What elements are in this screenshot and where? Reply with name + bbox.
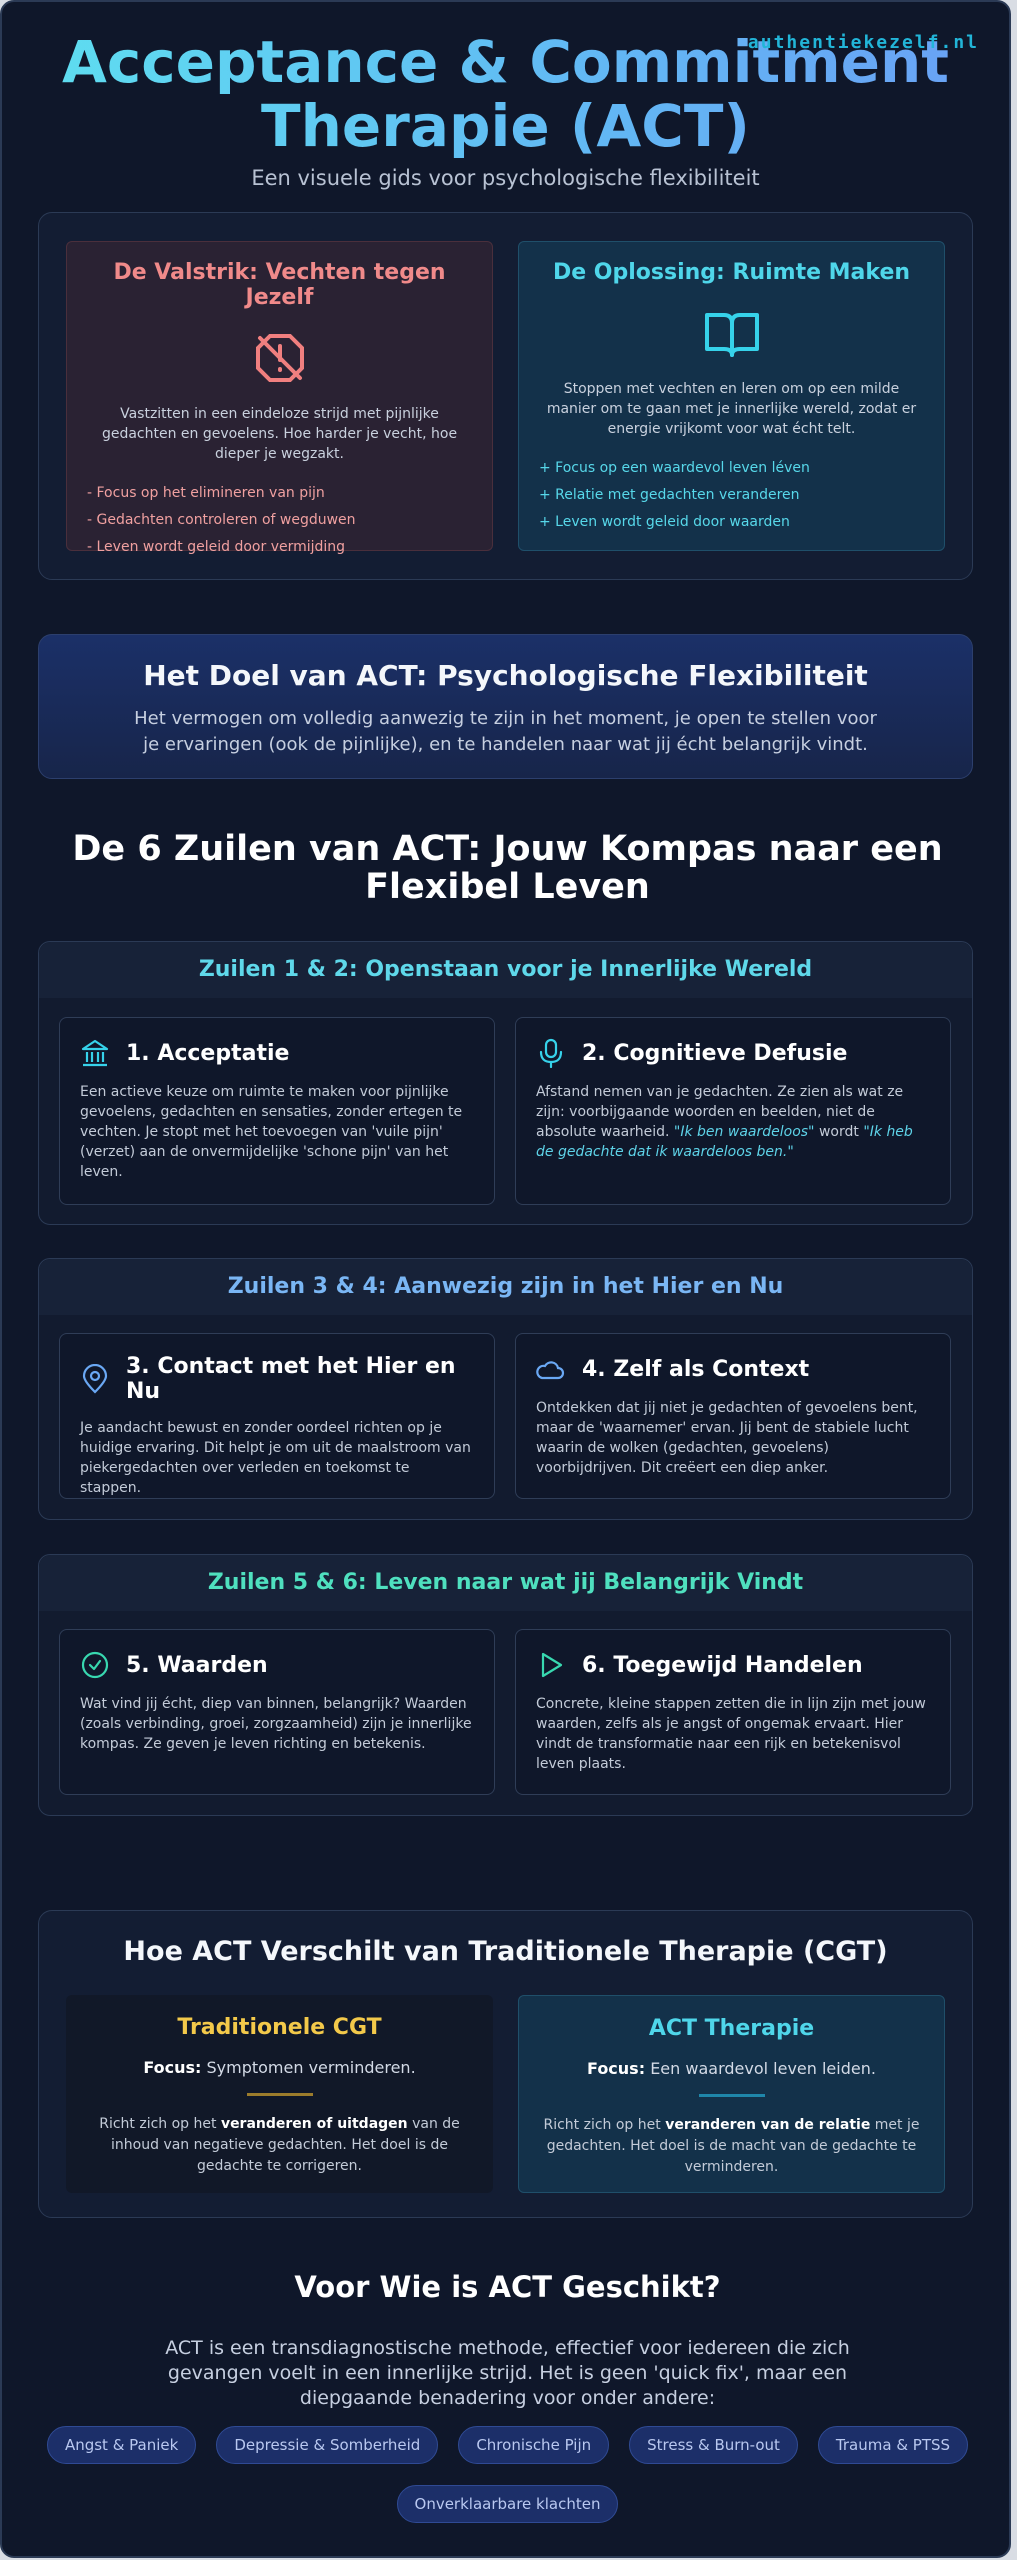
difference-title: Hoe ACT Verschilt van Traditionele Therapie (CGT) (123, 1936, 888, 1967)
pillar-group-2 (38, 1258, 973, 1520)
trap-list (87, 480, 472, 561)
alert-off-icon (250, 328, 310, 388)
card-text: Een actieve keuze om ruimte te maken voor pijnlijke gevoelens, gedachten en sensaties, zonder ertegen te vechten. Je stopt met het toevoegen van 'vuile pijn' (verzet) aan de onvermijdelijke 'schone pijn' van het leven. (80, 1084, 463, 1180)
difference-panel (38, 1910, 973, 2218)
title-line-2: Therapie (ACT) (261, 92, 750, 160)
tag-depressie-somberheid: Depressie & Somberheid (216, 2426, 438, 2464)
tag-trauma-ptss: Trauma & PTSS (818, 2426, 968, 2464)
goal-title: Het Doel van ACT: Psychologische Flexibiliteit (143, 659, 868, 692)
microphone-icon (536, 1038, 566, 1068)
goal-panel (38, 634, 973, 779)
pillar-group-1 (38, 941, 973, 1225)
group-title: Zuilen 3 & 4: Aanwezig zijn in het Hier en Nu (39, 1259, 972, 1315)
solution-title: De Oplossing: Ruimte Maken (552, 260, 911, 285)
card-text: Afstand nemen van je gedachten. Ze zien als wat ze zijn: voorbijgaande woorden en beelden, niet de absolute waarheid. "Ik ben waardeloos" wordt "Ik heb de gedachte dat ik waardeloos ben." (536, 1084, 913, 1160)
cgt-focus: Focus: Symptomen verminderen. (143, 2058, 416, 2077)
group-title: Zuilen 1 & 2: Openstaan voor je Innerlijke Wereld (39, 942, 972, 998)
open-book-icon (702, 303, 762, 363)
pillar-card-acceptatie (59, 1017, 495, 1205)
trap-solution-panel (38, 212, 973, 580)
pillar-card-toegewijd-handelen (515, 1629, 951, 1795)
solution-box (518, 241, 945, 551)
card-text: Concrete, kleine stappen zetten die in lijn zijn met jouw waarden, zelfs als je angst of ongemak ervaart. Hier vindt de transformatie naar een rijk en betekenisvol leven plaats. (536, 1696, 926, 1772)
play-icon (536, 1650, 566, 1680)
list-item: - Leven wordt geleid door vermijding (87, 539, 346, 555)
pillar-group-3 (38, 1554, 973, 1816)
goal-text: Het vermogen om volledig aanwezig te zijn in het moment, je open te stellen voor je ervaringen (ook de pijnlijke), en te handelen naar wat jij écht belangrijk vindt. (134, 708, 877, 755)
trap-text: Vastzitten in een eindeloze strijd met pijnlijke gedachten en gevoelens. Hoe harder je vecht, hoe dieper je wegzakt. (101, 406, 458, 462)
pillars-heading: De 6 Zuilen van ACT: Jouw Kompas naar een Flexibel Leven (72, 829, 943, 907)
tag-list (2, 2426, 1011, 2544)
cgt-box (66, 1995, 493, 2193)
map-pin-icon (80, 1364, 110, 1394)
card-text: Wat vind jij écht, diep van binnen, belangrijk? Waarden (zoals verbinding, groei, zorgzaamheid) zijn je innerlijke kompas. Ze geven je leven richting en betekenis. (80, 1696, 472, 1752)
list-item: - Gedachten controleren of wegduwen (87, 512, 356, 528)
tag-angst-paniek: Angst & Paniek (47, 2426, 196, 2464)
cloud-icon (536, 1354, 566, 1384)
card-title: 1. Acceptatie (126, 1040, 290, 1066)
page-subtitle: Een visuele gids voor psychologische flexibiliteit (251, 166, 760, 190)
pillar-card-waarden (59, 1629, 495, 1795)
check-circle-icon (80, 1650, 110, 1680)
tag-stress-burn-out: Stress & Burn-out (629, 2426, 798, 2464)
list-item: + Leven wordt geleid door waarden (539, 514, 790, 530)
card-title: 4. Zelf als Context (582, 1356, 810, 1382)
card-text: Je aandacht bewust en zonder oordeel richten op je huidige ervaring. Dit helpt je om uit de maalstroom van piekergedachten over verleden en toekomst te stappen. (80, 1420, 471, 1496)
solution-text: Stoppen met vechten en leren om op een milde manier om te gaan met je innerlijke wereld, zodat er energie vrijkomt voor wat écht telt. (546, 381, 917, 437)
card-title: 6. Toegewijd Handelen (582, 1652, 863, 1678)
card-title: 2. Cognitieve Defusie (582, 1040, 848, 1066)
tag-chronische-pijn: Chronische Pijn (458, 2426, 609, 2464)
bank-icon (80, 1038, 110, 1068)
solution-list (539, 455, 924, 536)
pillar-card-defusie (515, 1017, 951, 1205)
pillar-card-hier-en-nu (59, 1333, 495, 1499)
brand-label[interactable]: authentiekezelf.nl (747, 32, 979, 53)
divider (699, 2094, 765, 2097)
trap-title: De Valstrik: Vechten tegen Jezelf (113, 260, 446, 310)
cgt-text: Richt zich op het veranderen of uitdagen van de inhoud van negatieve gedachten. Het doel is de gedachte te corrigeren. (99, 2116, 460, 2174)
act-text: Richt zich op het veranderen van de relatie met je gedachten. Het doel is de macht van de gedachte te verminderen. (543, 2117, 920, 2175)
list-item: + Focus op een waardevol leven léven (539, 460, 810, 476)
who-title: Voor Wie is ACT Geschikt? (294, 2270, 721, 2304)
group-title: Zuilen 5 & 6: Leven naar wat jij Belangrijk Vindt (39, 1555, 972, 1611)
act-title: ACT Therapie (648, 2016, 815, 2041)
list-item: - Focus op het elimineren van pijn (87, 485, 325, 501)
tag-onverklaarbare-klachten: Onverklaarbare klachten (397, 2485, 619, 2523)
trap-box (66, 241, 493, 555)
card-title: 5. Waarden (126, 1652, 268, 1678)
who-text: ACT is een transdiagnostische methode, effectief voor iedereen die zich gevangen voelt in een innerlijke strijd. Het is geen 'quick fix', maar een diepgaande benadering voor onder andere: (165, 2337, 850, 2409)
card-text: Ontdekken dat jij niet je gedachten of gevoelens bent, maar de 'waarnemer' ervan. Jij bent de stabiele lucht waarin de wolken (gedachten, gevoelens) voorbijdrijven. Dit creëert een diep anker. (536, 1400, 918, 1476)
card-title: 3. Contact met het Hier en Nu (126, 1354, 456, 1404)
act-focus: Focus: Een waardevol leven leiden. (587, 2059, 876, 2078)
title-line-1: Acceptance & Commitment (61, 28, 950, 96)
act-box (518, 1995, 945, 2193)
list-item: + Relatie met gedachten veranderen (539, 487, 800, 503)
divider (247, 2093, 313, 2096)
who-section (2, 2270, 1011, 2411)
pillar-card-zelf-als-context (515, 1333, 951, 1499)
cgt-title: Traditionele CGT (177, 2015, 382, 2040)
